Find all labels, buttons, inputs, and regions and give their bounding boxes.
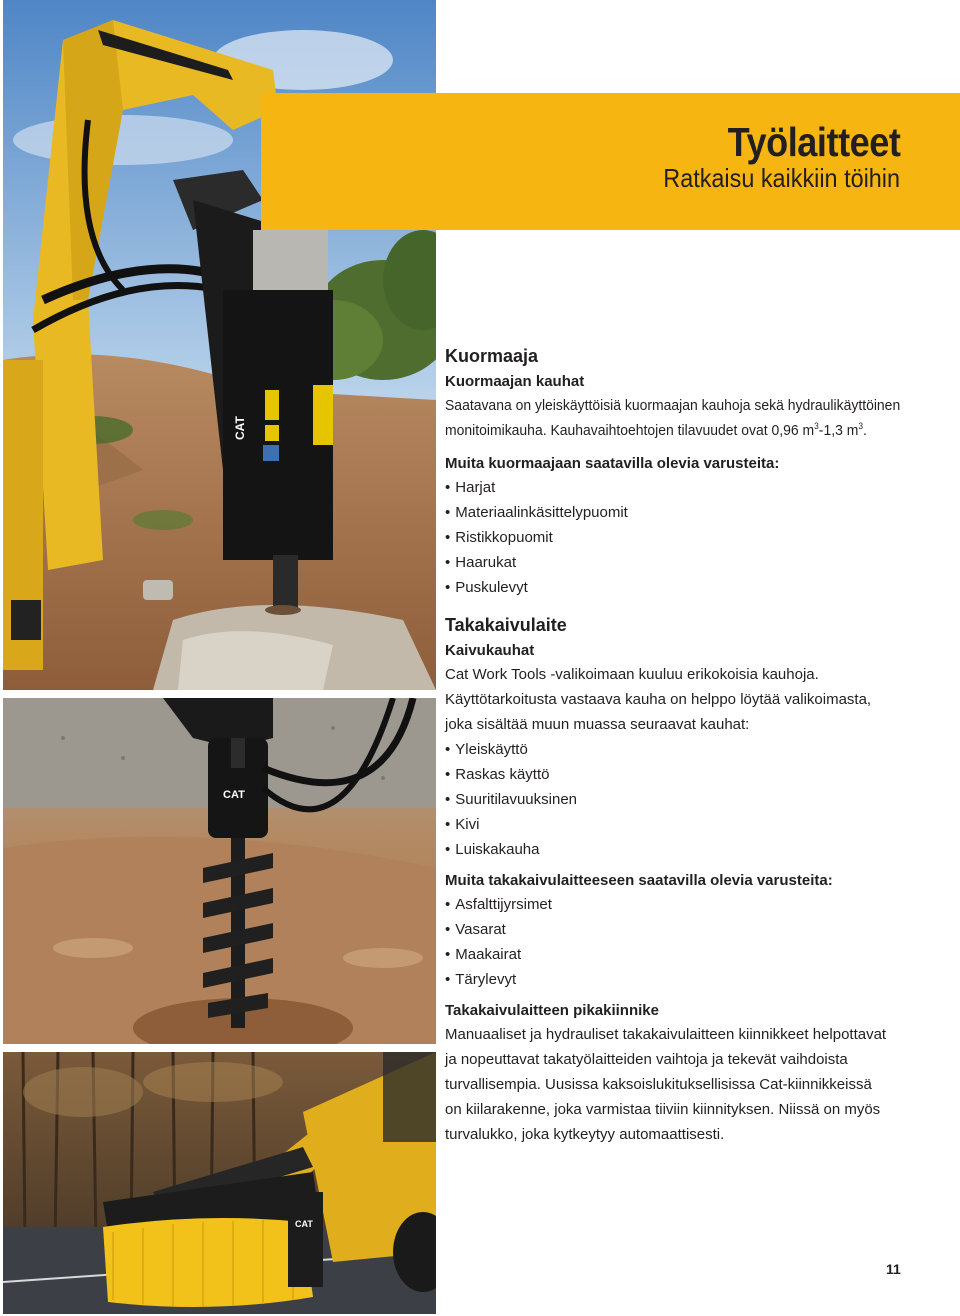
- loader-text-line2-mid: -1,3 m: [818, 422, 859, 439]
- coupler-text-line: on kiilarakenne, joka varmistaa tiiviin kiinnityksen. Niissä on myös: [445, 1101, 881, 1118]
- list-item: • Harjat: [445, 475, 925, 500]
- backhoe-text-line: Käyttötarkoitusta vastaava kauha on helppo löytää valikoimasta,: [445, 691, 872, 708]
- loader-description: [445, 393, 925, 443]
- list-item: • Puskulevyt: [445, 575, 925, 600]
- list-item: • Kivi: [445, 812, 925, 837]
- page-number: 11: [886, 1261, 901, 1277]
- auger-photo: [3, 698, 436, 1044]
- backhoe-text-line: Cat Work Tools -valikoimaan kuuluu erikokoisia kauhoja.: [445, 666, 819, 683]
- auger-cat-logo: CAT: [223, 789, 245, 801]
- cubic-sup-1: 3: [814, 421, 819, 431]
- backhoe-heading: Takakaivulaite: [445, 615, 567, 635]
- list-item: • Raskas käyttö: [445, 762, 925, 787]
- list-item: • Asfalttijyrsimet: [445, 892, 925, 917]
- loader-text-line2-suffix: .: [863, 422, 867, 439]
- loader-extras-heading: Muita kuormaajaan saatavilla olevia varusteita:: [445, 455, 780, 472]
- list-item: • Luiskakauha: [445, 837, 925, 862]
- broom-cat-logo: CAT: [295, 1219, 313, 1229]
- loader-text-line2-prefix: monitoimikauha. Kauhavaihtoehtojen tilavuudet ovat 0,96 m: [445, 422, 815, 439]
- coupler-text-line: Manuaaliset ja hydrauliset takakaivulaitteen kiinnikkeet helpottavat: [445, 1026, 887, 1043]
- coupler-text-line: turvallisempia. Uusissa kaksoislukituksellisissa Cat-kiinnikkeissä: [445, 1076, 872, 1093]
- coupler-text-line: ja nopeuttavat takatyölaitteiden vaihtoja ja tekevät vaihdoista: [445, 1051, 848, 1068]
- coupler-description: [445, 1022, 925, 1147]
- attachments-text: [445, 345, 925, 1147]
- list-item: • Vasarat: [445, 917, 925, 942]
- broom-photo: [3, 1052, 436, 1314]
- list-item: • Maakairat: [445, 942, 925, 967]
- hammer-cat-logo: CAT: [233, 416, 247, 440]
- list-item: • Materiaalinkäsittelypuomit: [445, 500, 925, 525]
- cubic-sup-2: 3: [858, 421, 864, 431]
- backhoe-extras-list: [445, 892, 925, 992]
- backhoe-text-line: joka sisältää muun muassa seuraavat kauhat:: [445, 716, 750, 733]
- backhoe-description: [445, 662, 925, 737]
- page-title: Työlaitteet: [727, 119, 900, 165]
- loader-extras-list: [445, 475, 925, 600]
- loader-text-line2: [445, 418, 867, 443]
- title-banner: [261, 93, 960, 230]
- list-item: • Haarukat: [445, 550, 925, 575]
- backhoe-subheading: Kaivukauhat: [445, 642, 535, 659]
- coupler-text-line: turvalukko, joka kytkeytyy automaattisesti.: [445, 1126, 725, 1143]
- page-subtitle: Ratkaisu kaikkiin töihin: [663, 163, 900, 193]
- coupler-heading: Takakaivulaitteen pikakiinnike: [445, 1002, 659, 1019]
- loader-text-line1: Saatavana on yleiskäyttöisiä kuormaajan kauhoja sekä hydraulikäyttöinen: [445, 397, 901, 414]
- bucket-list: [445, 737, 925, 862]
- loader-heading: Kuormaaja: [445, 346, 539, 366]
- list-item: • Tärylevyt: [445, 967, 925, 992]
- list-item: • Ristikkopuomit: [445, 525, 925, 550]
- backhoe-extras-heading: Muita takakaivulaitteeseen saatavilla olevia varusteita:: [445, 872, 833, 889]
- list-item: • Yleiskäyttö: [445, 737, 925, 762]
- loader-subheading: Kuormaajan kauhat: [445, 373, 585, 390]
- list-item: • Suuritilavuuksinen: [445, 787, 925, 812]
